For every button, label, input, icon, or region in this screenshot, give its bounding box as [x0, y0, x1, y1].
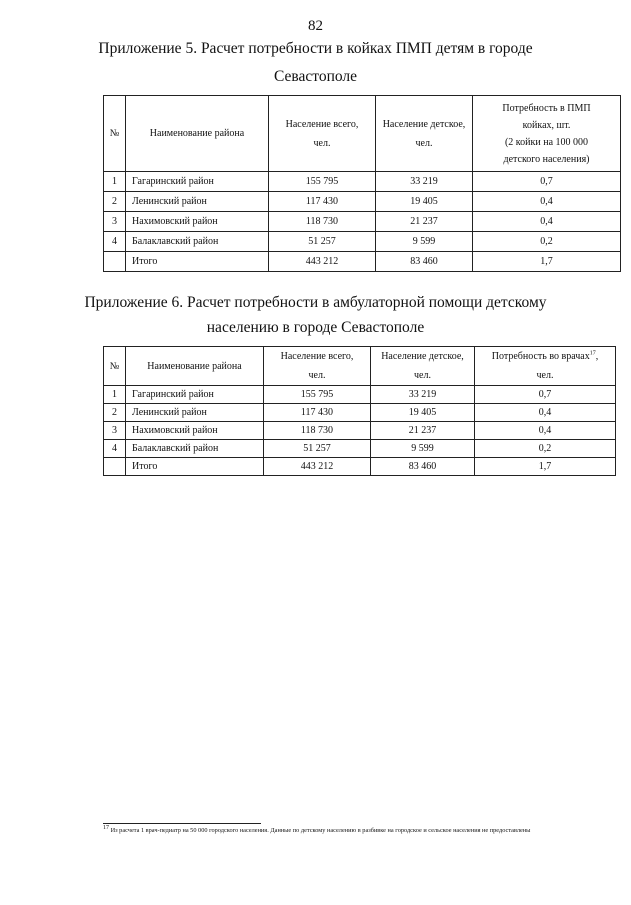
row-need: 0,2: [475, 440, 616, 458]
row-child: 9 599: [376, 232, 473, 252]
row-name: Ленинский район: [126, 192, 269, 212]
appendix5-title-line2: Севастополе: [273, 68, 358, 85]
appendix5-title-line1: Приложение 5. Расчет потребности в койках ПМП детям в городе: [98, 40, 533, 57]
total-need: 1,7: [475, 458, 616, 476]
row-child: 33 219: [376, 172, 473, 192]
footnote: [103, 826, 573, 835]
row-num: 2: [104, 192, 126, 212]
row-total: 118 730: [269, 212, 376, 232]
table-row: [104, 192, 621, 212]
row-need: 0,7: [473, 172, 621, 192]
appendix5-table: [103, 95, 621, 272]
row-num: 3: [104, 422, 126, 440]
row-child: 33 219: [371, 386, 475, 404]
row-child: 21 237: [376, 212, 473, 232]
row-total: 117 430: [264, 404, 371, 422]
row-num: 4: [104, 440, 126, 458]
total-child: 83 460: [371, 458, 475, 476]
table-row: [104, 212, 621, 232]
total-total: 443 212: [264, 458, 371, 476]
row-name: Балаклавский район: [126, 440, 264, 458]
table-row: [104, 404, 616, 422]
row-total: 51 257: [264, 440, 371, 458]
total-child: 83 460: [376, 252, 473, 272]
row-total: 155 795: [264, 386, 371, 404]
footnote-text: Из расчета 1 врач-педиатр на 50 000 городского населения. Данные по детскому населению в разбивке на городское и сельское населения не предоставлены: [109, 827, 531, 834]
row-num: 4: [104, 232, 126, 252]
table-row: [104, 172, 621, 192]
header-need: Потребность во врачах$^{17}$, чел.: [475, 347, 616, 386]
table-row: [104, 232, 621, 252]
row-total: 51 257: [269, 232, 376, 252]
table-header-row: [104, 347, 616, 386]
footnote-marker: 17: [103, 824, 109, 831]
table-total-row: [104, 458, 616, 476]
row-need: 0,4: [475, 422, 616, 440]
row-total: 117 430: [269, 192, 376, 212]
row-num: 1: [104, 386, 126, 404]
row-need: 0,4: [473, 212, 621, 232]
footnote-divider: [103, 823, 261, 824]
row-num: 2: [104, 404, 126, 422]
header-num: №: [104, 347, 126, 386]
row-child: 19 405: [371, 404, 475, 422]
table-header-row: [104, 96, 621, 172]
row-total: 155 795: [269, 172, 376, 192]
row-need: 0,4: [475, 404, 616, 422]
row-child: 21 237: [371, 422, 475, 440]
row-num-empty: [104, 458, 126, 476]
header-need: Потребность в ПМП койках, шт. (2 койки на 100 000 детского населения): [473, 96, 621, 172]
table-row: [104, 386, 616, 404]
row-name: Гагаринский район: [126, 172, 269, 192]
row-name: Ленинский район: [126, 404, 264, 422]
header-num: №: [104, 96, 126, 172]
total-need: 1,7: [473, 252, 621, 272]
appendix6-title-line2: населению в городе Севастополе: [206, 319, 425, 336]
header-pop-child: Население детское, чел.: [371, 347, 475, 386]
total-label: Итого: [126, 252, 269, 272]
footnote-ref: 17: [589, 350, 596, 357]
total-total: 443 212: [269, 252, 376, 272]
row-name: Гагаринский район: [126, 386, 264, 404]
header-name: Наименование района: [126, 96, 269, 172]
row-child: 19 405: [376, 192, 473, 212]
header-pop-child: Население детское, чел.: [376, 96, 473, 172]
row-name: Балаклавский район: [126, 232, 269, 252]
row-need: 0,4: [473, 192, 621, 212]
row-num: 3: [104, 212, 126, 232]
row-num: 1: [104, 172, 126, 192]
row-num-empty: [104, 252, 126, 272]
row-need: 0,7: [475, 386, 616, 404]
table-row: [104, 440, 616, 458]
header-pop-total: Население всего, чел.: [269, 96, 376, 172]
table-total-row: [104, 252, 621, 272]
header-name: Наименование района: [126, 347, 264, 386]
total-label: Итого: [126, 458, 264, 476]
table-row: [104, 422, 616, 440]
row-need: 0,2: [473, 232, 621, 252]
appendix6-table: [103, 346, 616, 476]
page-number: 82: [308, 18, 323, 34]
appendix6-title-line1: Приложение 6. Расчет потребности в амбулаторной помощи детскому: [84, 294, 547, 311]
row-child: 9 599: [371, 440, 475, 458]
row-total: 118 730: [264, 422, 371, 440]
header-pop-total: Население всего, чел.: [264, 347, 371, 386]
row-name: Нахимовский район: [126, 422, 264, 440]
row-name: Нахимовский район: [126, 212, 269, 232]
